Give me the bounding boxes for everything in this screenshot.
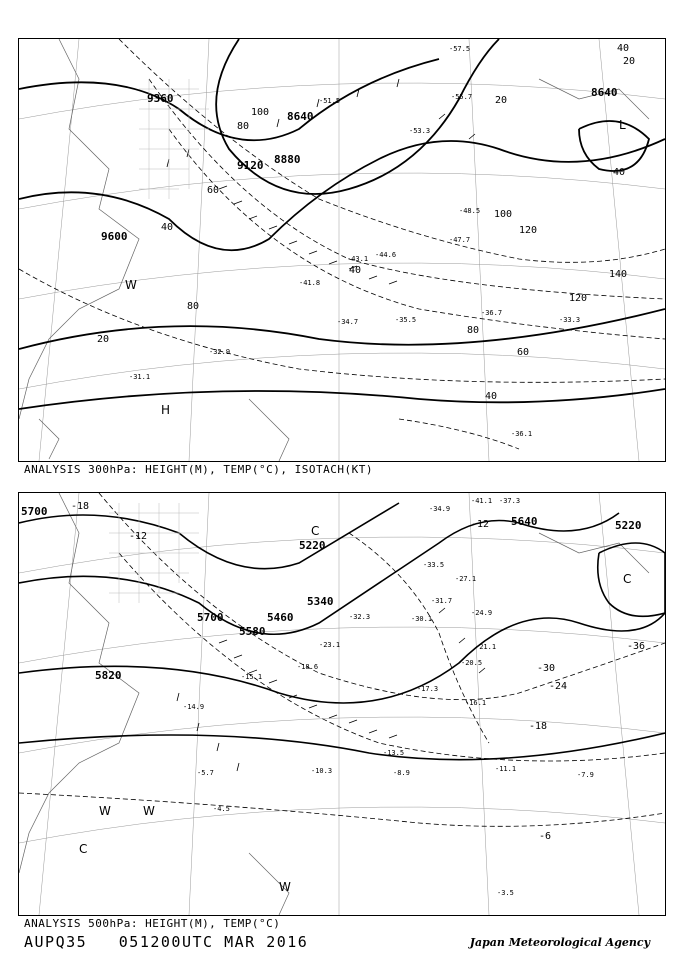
caption-300hpa: ANALYSIS 300hPa: HEIGHT(M), TEMP(°C), ISOTACH(KT) (24, 463, 374, 476)
isotach-label: 140 (609, 269, 628, 280)
height-label: 5220 (299, 539, 326, 552)
height-label: 8640 (591, 86, 618, 99)
isotach-label: 100 (494, 209, 513, 220)
temperature-label: -34.7 (337, 318, 359, 326)
high-pressure-center: H (161, 403, 171, 417)
station-value: -11.1 (495, 765, 517, 773)
station-value: -16.1 (465, 699, 487, 707)
isotach-label: 40 (161, 222, 174, 233)
isotherm-label: -30 (537, 663, 556, 674)
isotach-label: 40 (613, 167, 626, 178)
isotach-label: 120 (569, 293, 588, 304)
isotach-label: 40 (485, 391, 498, 402)
temperature-label: -55.7 (451, 93, 473, 101)
temperature-label: -48.5 (459, 207, 481, 215)
agency-name: Japan Meteorological Agency (469, 936, 650, 949)
temperature-label: -41.8 (299, 279, 321, 287)
wind-barbs (167, 79, 475, 284)
station-value: -20.5 (461, 659, 483, 667)
height-contours (19, 39, 665, 409)
map-300hpa-canvas (19, 39, 665, 461)
isotach-label: 100 (251, 107, 270, 118)
station-value: -41.1 (471, 497, 493, 505)
isotach-label: 20 (495, 95, 508, 106)
height-label: 5700 (197, 611, 224, 624)
cold-center: C (623, 572, 632, 586)
isotach-label: 40 (349, 265, 362, 276)
temperature-label: -47.7 (449, 236, 471, 244)
isotach-label: 60 (517, 347, 530, 358)
warm-marker: W (125, 278, 137, 292)
isotach-label: 20 (97, 334, 110, 345)
cold-center: C (311, 524, 320, 538)
isotherm-label: -18 (529, 721, 548, 732)
temperature-label: -35.5 (395, 316, 417, 324)
station-value: -17.3 (417, 685, 439, 693)
station-value: -8.9 (393, 769, 410, 777)
caption-500hpa: ANALYSIS 500hPa: HEIGHT(M), TEMP(°C) (24, 917, 281, 930)
height-label: 5220 (615, 519, 642, 532)
isotherms (19, 493, 665, 826)
station-value: -4.5 (213, 805, 230, 813)
temperature-label: -33.3 (559, 316, 581, 324)
isotherm-label: -24 (549, 681, 568, 692)
station-value: -15.1 (241, 673, 263, 681)
station-value: -34.9 (429, 505, 451, 513)
height-label: 8640 (287, 110, 314, 123)
isotherm-label: -12 (471, 519, 490, 530)
cold-center: C (79, 842, 88, 856)
height-label: 8880 (274, 153, 301, 166)
height-label: 5460 (267, 611, 294, 624)
station-value: -10.3 (311, 767, 333, 775)
height-label: 9360 (147, 92, 174, 105)
temperature-label: -43.1 (347, 255, 369, 263)
coastline (19, 493, 649, 915)
isotherm-label: -6 (539, 831, 552, 842)
height-label: 5700 (21, 505, 48, 518)
isotach-label: 80 (237, 121, 250, 132)
isotach-label: 120 (519, 225, 538, 236)
map-300hpa (18, 38, 666, 462)
map-500hpa (18, 492, 666, 916)
temperature-label: -51.5 (319, 97, 341, 105)
isotherm-label: -18 (71, 501, 90, 512)
height-label: 9120 (237, 159, 264, 172)
graticule (19, 493, 665, 915)
low-pressure-center: L (619, 118, 626, 132)
temperature-label: -36.7 (481, 309, 503, 317)
height-contours (19, 503, 665, 760)
height-label: 5580 (239, 625, 266, 638)
warm-center: W (143, 804, 155, 818)
temperature-label: -36.1 (511, 430, 533, 438)
temperature-label: -31.1 (129, 373, 151, 381)
station-value: -5.7 (197, 769, 214, 777)
station-value: -3.5 (497, 889, 514, 897)
warm-center: W (99, 804, 111, 818)
station-value: -23.1 (319, 641, 341, 649)
station-value: -18.6 (297, 663, 319, 671)
station-value: -21.1 (475, 643, 497, 651)
station-value: -37.3 (499, 497, 521, 505)
map-500hpa-canvas (19, 493, 665, 915)
station-value: -7.9 (577, 771, 594, 779)
isotherm-label: -36 (627, 641, 646, 652)
station-value: -33.5 (423, 561, 445, 569)
isotach-label: 60 (207, 185, 220, 196)
height-label: 5640 (511, 515, 538, 528)
temperature-label: -53.3 (409, 127, 431, 135)
isotach-label: 80 (187, 301, 200, 312)
station-value: -27.1 (455, 575, 477, 583)
isotach-label: 80 (467, 325, 480, 336)
isotach-label: 40 (617, 43, 630, 54)
temperature-label: -44.6 (375, 251, 397, 259)
temperature-label: -57.5 (449, 45, 471, 53)
warm-center: W (279, 880, 291, 894)
isotach-label: 20 (623, 56, 636, 67)
station-value: -14.9 (183, 703, 205, 711)
station-value: -13.5 (383, 749, 405, 757)
height-label: 5340 (307, 595, 334, 608)
height-label: 5820 (95, 669, 122, 682)
station-value: -24.9 (471, 609, 493, 617)
station-value: -32.3 (349, 613, 371, 621)
temperature-label: -32.9 (209, 348, 231, 356)
station-value: -31.7 (431, 597, 453, 605)
height-label: 9600 (101, 230, 128, 243)
station-value: -30.1 (411, 615, 433, 623)
isotachs (19, 39, 665, 449)
chart-identifier: AUPQ35 051200UTC MAR 2016 (24, 933, 309, 951)
isotherm-label: -12 (129, 531, 148, 542)
